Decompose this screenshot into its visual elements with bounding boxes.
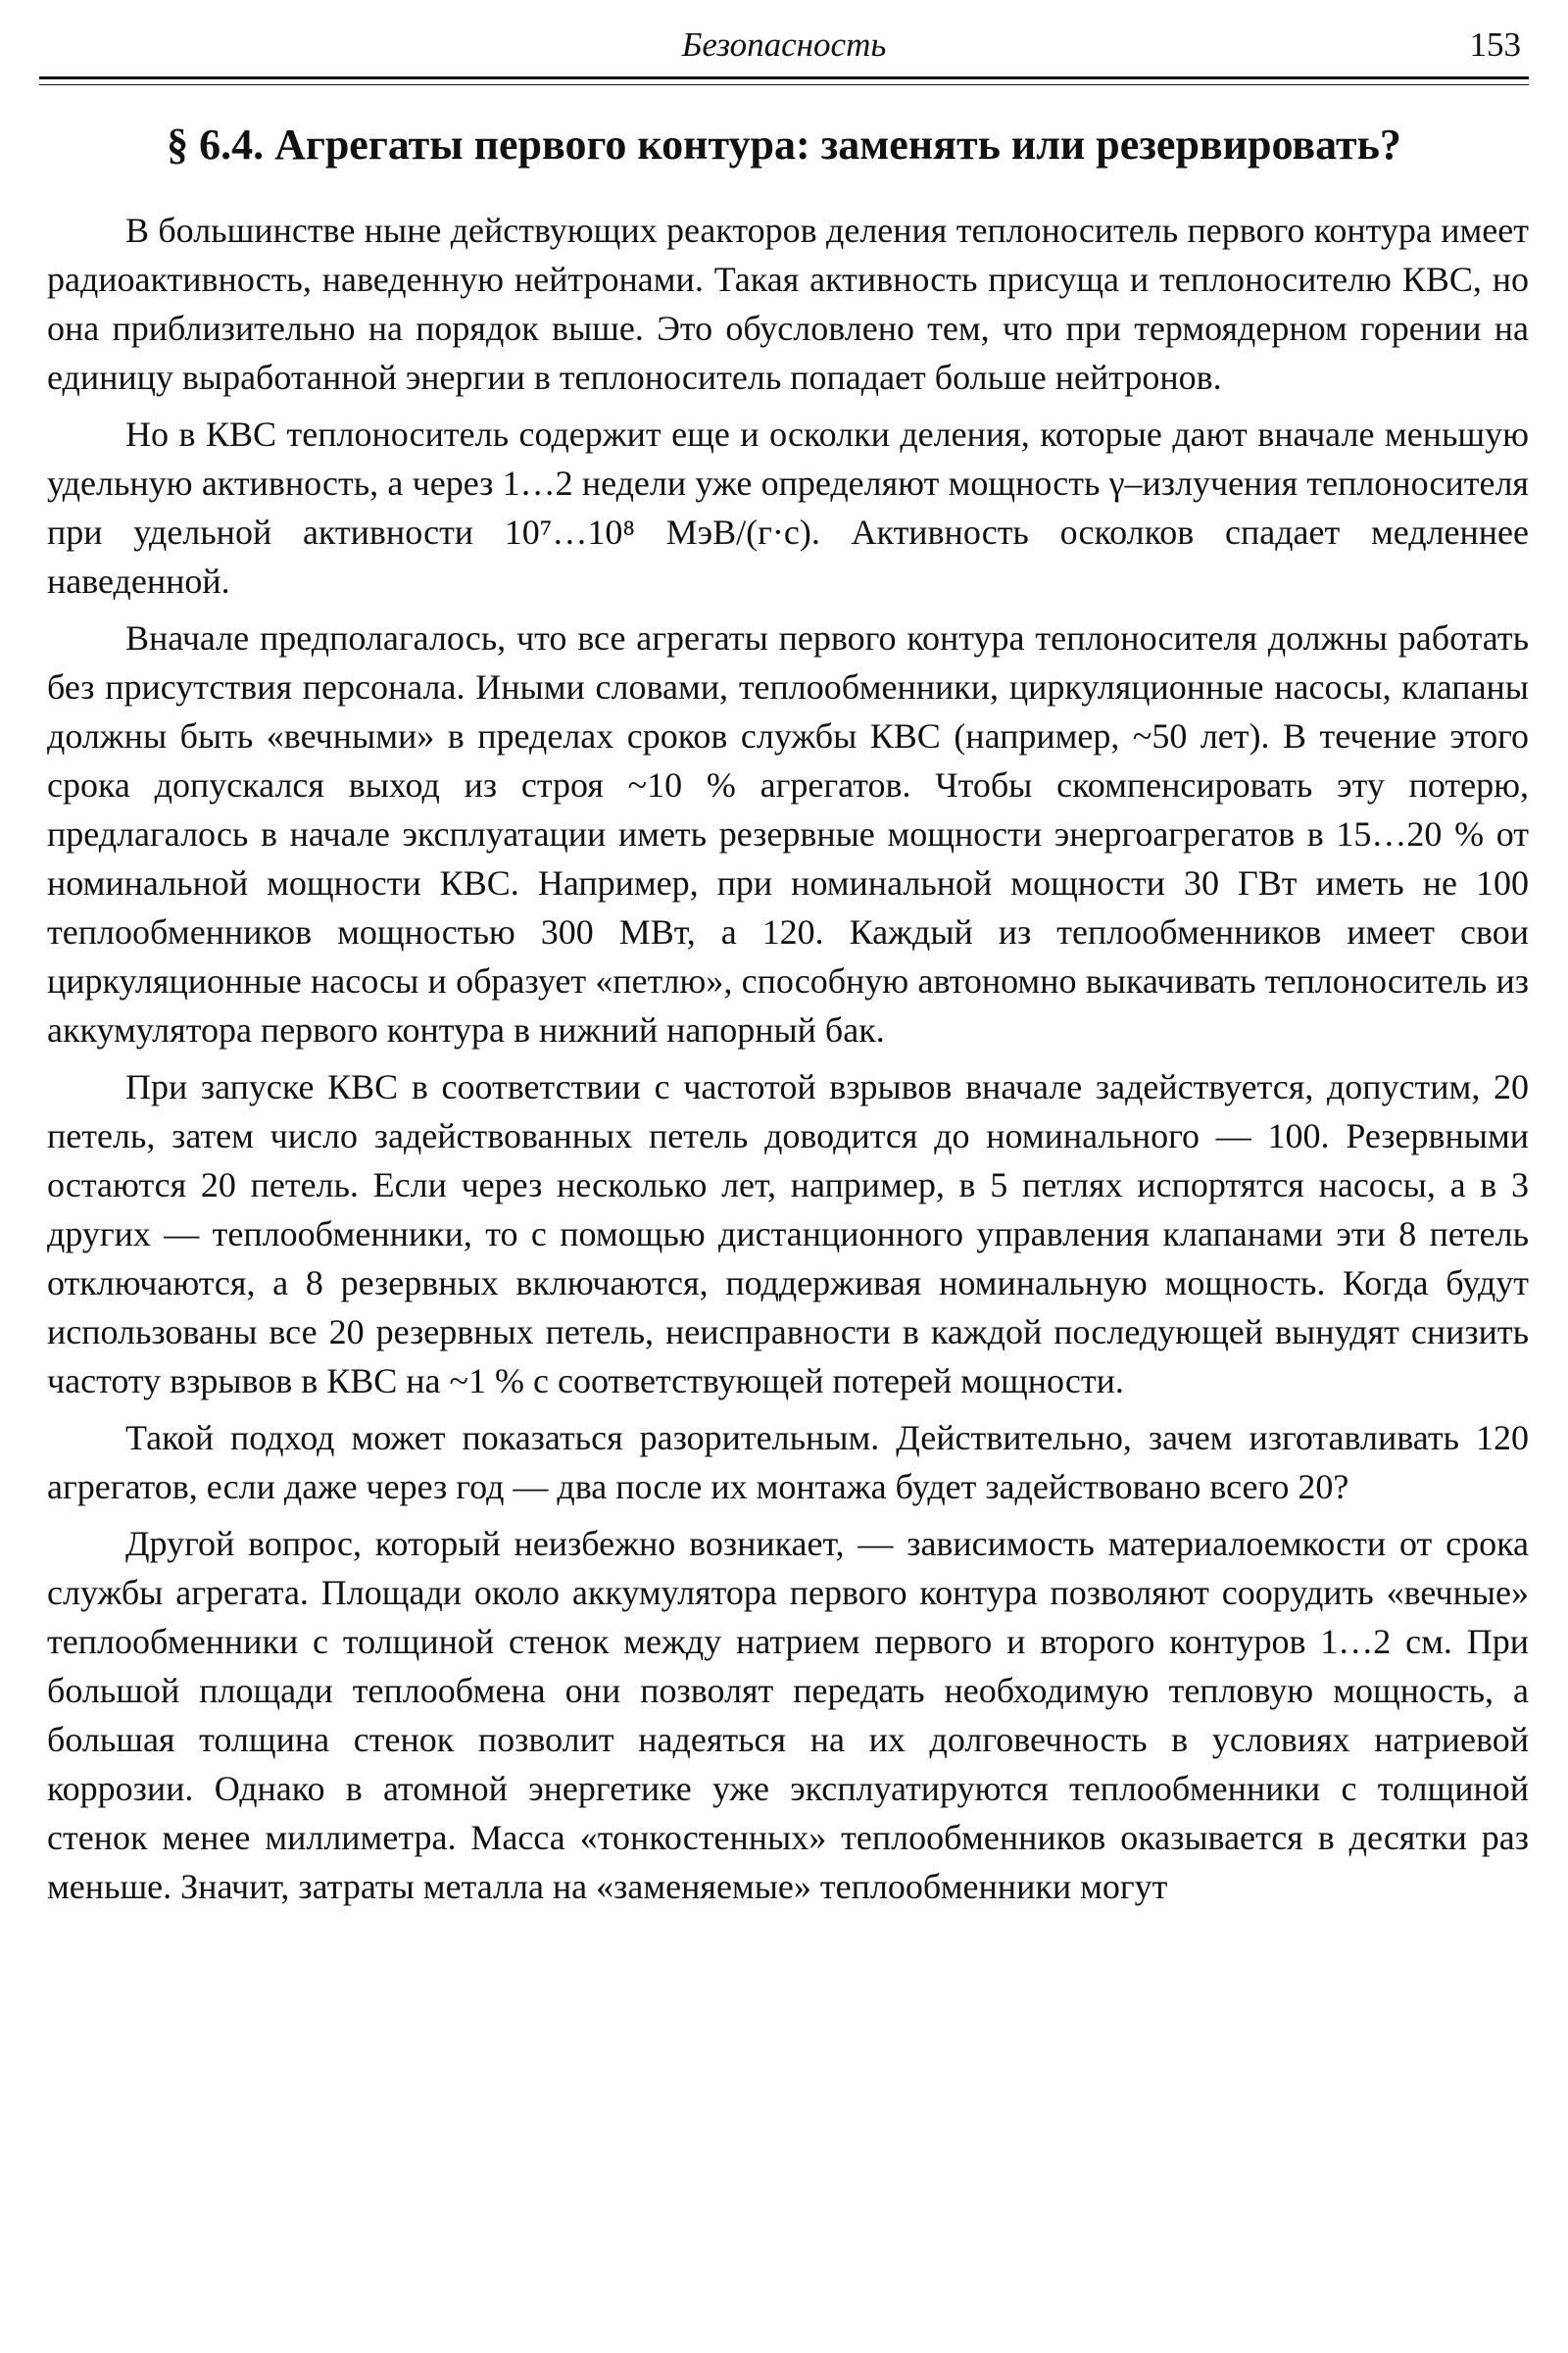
paragraph-1: В большинстве ныне действующих реакторов деления теплоноситель первого контура имеет радиоактивность, наведенную нейтронами. Такая активность присуща и теплоносителю КВС, но она приблизительно на порядок выше. Это обусловлено тем, что при термоядерном горении на единицу выработанной энергии в теплоноситель попадает больше нейтронов. xyxy=(47,211,1529,397)
page-number: 153 xyxy=(1469,25,1521,64)
header-rule-thin xyxy=(39,84,1529,85)
header-rule-thick xyxy=(39,76,1529,79)
paragraph-5: Такой подход может показаться разорительным. Действительно, зачем изготавливать 120 агрегатов, если даже через год — два после их монтажа будет задействовано всего 20? xyxy=(47,1418,1529,1506)
paragraph-3: Вначале предполагалось, что все агрегаты первого контура теплоносителя должны работать без присутствия персонала. Иными словами, теплообменники, циркуляционные насосы, клапаны должны быть «вечными» в пределах сроков службы КВС (например, ~50 лет). В течение этого срока допускался выход из строя ~10 % агрегатов. Чтобы скомпенсировать эту потерю, предлагалось в начале эксплуатации иметь резервные мощности энергоагрегатов в 15…20 % от номинальной мощности КВС. Например, при номинальной мощности 30 ГВт иметь не 100 теплообменников мощностью 300 МВт, а 120. Каждый из теплообменников имеет свои циркуляционные насосы и образует «петлю», способную автономно выкачивать теплоноситель из аккумулятора первого контура в нижний напорный бак. xyxy=(47,618,1529,1050)
body-text xyxy=(47,206,1529,1919)
paragraph-6: Другой вопрос, который неизбежно возникает, — зависимость материалоемкости от срока службы агрегата. Площади около аккумулятора первого контура позволяют соорудить «вечные» теплообменники с толщиной стенок между натрием первого и второго контуров 1…2 см. При большой площади теплообмена они позволят передать необходимую тепловую мощность, а большая толщина стенок позволит надеяться на их долговечность в условиях натриевой коррозии. Однако в атомной энергетике уже эксплуатируются теплообменники с толщиной стенок менее миллиметра. Масса «тонкостенных» теплообменников оказывается в десятки раз меньше. Значит, затраты металла на «заменяемые» теплообменники могут xyxy=(47,1524,1529,1906)
section-heading: § 6.4. Агрегаты первого контура: заменять или резервировать? xyxy=(167,121,1401,169)
paragraph-4: При запуске КВС в соответствии с частотой взрывов вначале задействуется, допустим, 20 петель, затем число задействованных петель доводится до номинального — 100. Резервными остаются 20 петель. Если через несколько лет, например, в 5 петлях испортятся насосы, а в 3 других — теплообменники, то с помощью дистанционного управления клапанами эти 8 петель отключаются, а 8 резервных включаются, поддерживая номинальную мощность. Когда будут использованы все 20 резервных петель, неисправности в каждой последующей вынудят снизить частоту взрывов в КВС на ~1 % с соответствующей потерей мощности. xyxy=(47,1067,1529,1400)
running-head-title: Безопасность xyxy=(681,25,887,64)
paragraph-2: Но в КВС теплоноситель содержит еще и осколки деления, которые дают вначале меньшую удельную активность, а через 1…2 недели уже определяют мощность γ–излучения теплоносителя при удельной активности 10⁷…10⁸ МэВ/(г·с). Активность осколков спадает медленнее наведенной. xyxy=(47,415,1529,601)
running-head xyxy=(39,18,1529,73)
